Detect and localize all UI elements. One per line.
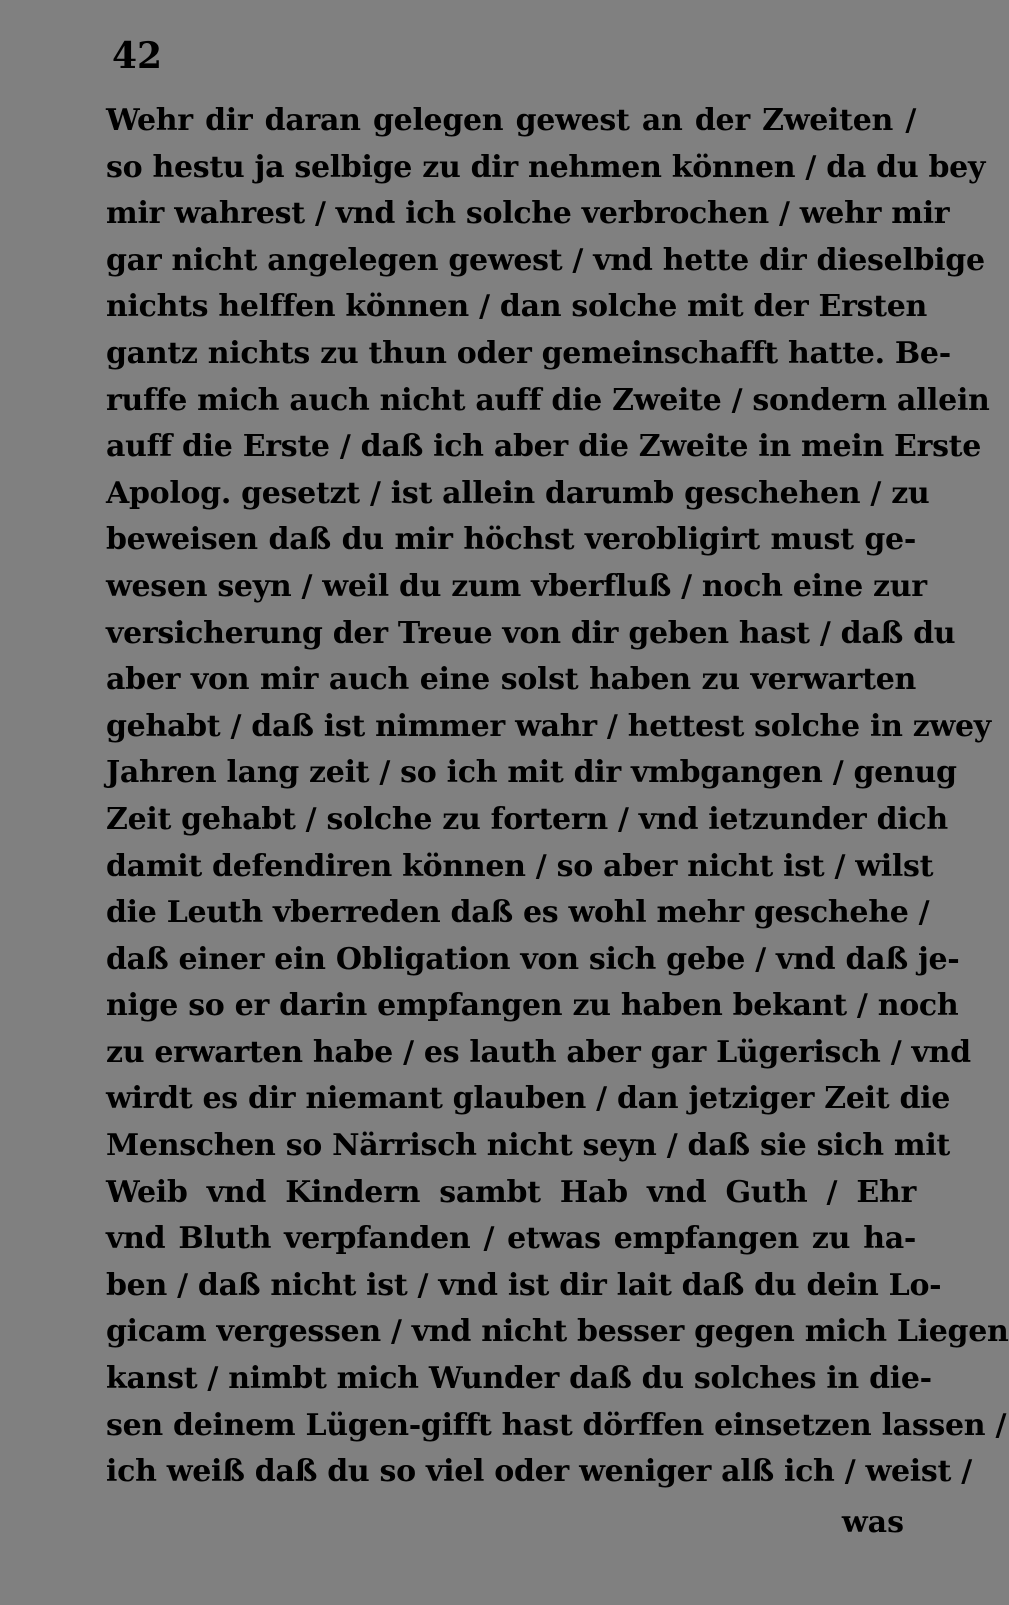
text-line: versicherung der Treue von dir geben hast / daß du	[106, 615, 956, 651]
text-line: nige so er darin empfangen zu haben bekant / noch	[106, 988, 959, 1024]
text-line: vnd Bluth verpfanden / etwas empfangen zu ha-	[106, 1221, 916, 1257]
text-line: gar nicht angelegen gewest / vnd hette dir dieselbige	[106, 242, 985, 278]
text-line: beweisen daß du mir höchst verobligirt must ge-	[106, 522, 916, 558]
page-number: 42	[112, 35, 163, 77]
text-line: wirdt es dir niemant glauben / dan jetziger Zeit die	[106, 1081, 951, 1117]
text-line: aber von mir auch eine solst haben zu verwarten	[106, 662, 916, 698]
text-line: Jahren lang zeit / so ich mit dir vmbgangen / genug	[106, 755, 957, 791]
catchword: was	[841, 1505, 904, 1540]
text-line: Apolog. gesetzt / ist allein darumb geschehen / zu	[106, 475, 930, 511]
text-line: Weib vnd Kindern sambt Hab vnd Guth / Ehr	[106, 1174, 916, 1210]
text-line: sen deinem Lügen-gifft hast dörffen einsetzen lassen /	[106, 1407, 1007, 1443]
text-line: Zeit gehabt / solche zu fortern / vnd ietzunder dich	[106, 801, 948, 837]
body-text	[106, 98, 1009, 1496]
text-line: ruffe mich auch nicht auff die Zweite / sondern allein	[106, 382, 990, 418]
text-line: damit defendiren können / so aber nicht ist / wilst	[106, 848, 934, 884]
text-line: Menschen so Närrisch nicht seyn / daß sie sich mit	[106, 1128, 950, 1164]
text-line: gicam vergessen / vnd nicht besser gegen mich Liegen	[106, 1314, 1009, 1350]
text-line: ben / daß nicht ist / vnd ist dir lait daß du dein Lo-	[106, 1267, 942, 1303]
text-line: mir wahrest / vnd ich solche verbrochen / wehr mir	[106, 196, 950, 232]
text-line: gantz nichts zu thun oder gemeinschafft hatte. Be-	[106, 335, 951, 371]
text-line: kanst / nimbt mich Wunder daß du solches in die-	[106, 1361, 932, 1397]
text-line: Wehr dir daran gelegen gewest an der Zweiten /	[106, 103, 916, 138]
text-line: gehabt / daß ist nimmer wahr / hettest solche in zwey	[106, 708, 991, 744]
text-line: ich weiß daß du so viel oder weniger alß ich / weist /	[106, 1454, 972, 1490]
text-line: auff die Erste / daß ich aber die Zweite in mein Erste	[106, 429, 982, 465]
text-line: so hestu ja selbige zu dir nehmen können / da du bey	[106, 149, 986, 185]
text-line: daß einer ein Obligation von sich gebe / vnd daß je-	[106, 941, 960, 977]
text-line: nichts helffen können / dan solche mit der Ersten	[106, 289, 928, 325]
text-line: die Leuth vberreden daß es wohl mehr geschehe /	[106, 895, 930, 931]
text-line: zu erwarten habe / es lauth aber gar Lügerisch / vnd	[106, 1034, 971, 1070]
text-line: wesen seyn / weil du zum vberfluß / noch eine zur	[106, 568, 927, 604]
